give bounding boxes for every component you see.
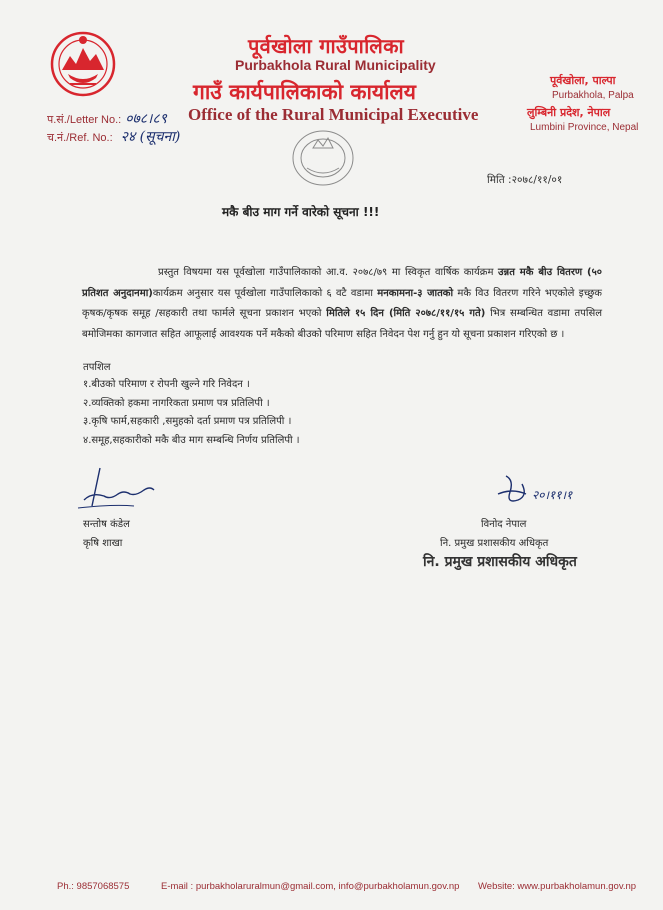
municipality-title-en: Purbakhola Rural Municipality: [235, 57, 436, 73]
left-signatory-name: सन्तोष कंडेल: [83, 519, 130, 530]
left-signature-icon: [74, 466, 160, 512]
right-signatory-name: विनोद नेपाल: [481, 519, 527, 530]
footer-email: E-mail : purbakholaruralmun@gmail.com, info@purbakholamun.gov.np: [161, 881, 460, 892]
right-signatory-title: नि. प्रमुख प्रशासकीय अधिकृत: [440, 538, 549, 549]
reference-number: [47, 127, 180, 146]
municipality-emblem-icon: [48, 28, 118, 100]
list-item: २.व्यक्तिको हकमा नागरिकता प्रमाण पत्र प्रतिलिपी ।: [83, 397, 270, 409]
address-np-2: लुम्बिनी प्रदेश, नेपाल: [527, 106, 611, 119]
list-item: १.बीउको परिमाण र रोपनी खुल्ने गरि निवेदन ।: [83, 379, 250, 390]
letter-number-value: ०७८।८९: [125, 111, 167, 127]
municipality-title-np: पूर्वखोला गाउँपालिका: [248, 34, 404, 58]
list-heading: तपशिल: [83, 362, 111, 373]
address-en-1: Purbakhola, Palpa: [552, 90, 634, 101]
body-part-2: उन्नत मकै बीउ वितरण (५० प्रतिशत अनुदानमा): [82, 267, 602, 299]
office-title-np: गाउँ कार्यपालिकाको कार्यालय: [193, 80, 416, 104]
right-signature-date: २०।११।१: [532, 488, 573, 502]
body-part-4: मनकामना-३ जातको: [377, 287, 454, 299]
office-stamp-icon: [281, 118, 365, 196]
reference-number-value: २४ (सूचना): [120, 129, 181, 145]
notice-date: मिति :२०७८/११/०१: [487, 174, 563, 186]
right-signatory-title-stamp: नि. प्रमुख प्रशासकीय अधिकृत: [423, 554, 577, 570]
body-part-6: मितिले १५ दिन (मिति २०७८/११/१५ गते): [326, 308, 486, 319]
footer-phone: Ph.: 9857068575: [57, 881, 130, 892]
list-item: ३.कृषि फार्म,सहकारी ,समुहको दर्ता प्रमाण पत्र प्रतिलिपी ।: [83, 416, 292, 427]
body-part-7: भित्र सम्बन्धित वडामा तपसिल बमोजिमका कागजात सहित आफूलाई आवश्यक पर्ने मकैको बीउको परिमाण सहित निवेदन पेश गर्नु हुन यो सूचना प्रकाशन गरिएको छ ।: [82, 308, 602, 340]
left-signatory-dept: कृषि शाखा: [83, 538, 123, 549]
list-item: ४.समूह,सहकारीको मकै बीउ माग सम्बन्धि निर्णय प्रतिलिपी ।: [83, 434, 300, 446]
requirements-list: [83, 376, 300, 450]
body-part-1: प्रस्तुत विषयमा यस पूर्वखोला गाउँपालिकाको आ.व. २०७८/७९ मा स्विकृत वार्षिक कार्यक्रम: [158, 267, 494, 278]
address-en-2: Lumbini Province, Nepal: [530, 122, 639, 133]
address-np-1: पूर्वखोला, पाल्पा: [550, 74, 616, 87]
body-part-5: मकै विउ वितरण गरिने भएकोले इच्छुक कृषक/कृषक समूह /सहकारी तथा फार्मले सूचना प्रकाशन भएको: [82, 287, 602, 319]
letter-number: [47, 109, 167, 128]
body-part-3: कार्यक्रम अनुसार यस पूर्वखोला गाउँपालिकाको ६ वटै वडामा: [152, 287, 373, 299]
notice-subject: मकै बीउ माग गर्ने वारेको सूचना !!!: [222, 205, 380, 219]
office-title-en: Office of the Rural Municipal Executive: [188, 105, 479, 124]
letter-number-label: प.सं./Letter No.:: [47, 114, 122, 126]
notice-body: [82, 263, 602, 345]
footer-website: Website: www.purbakholamun.gov.np: [478, 881, 637, 892]
reference-number-label: च.नं./Ref. No.:: [47, 132, 113, 144]
